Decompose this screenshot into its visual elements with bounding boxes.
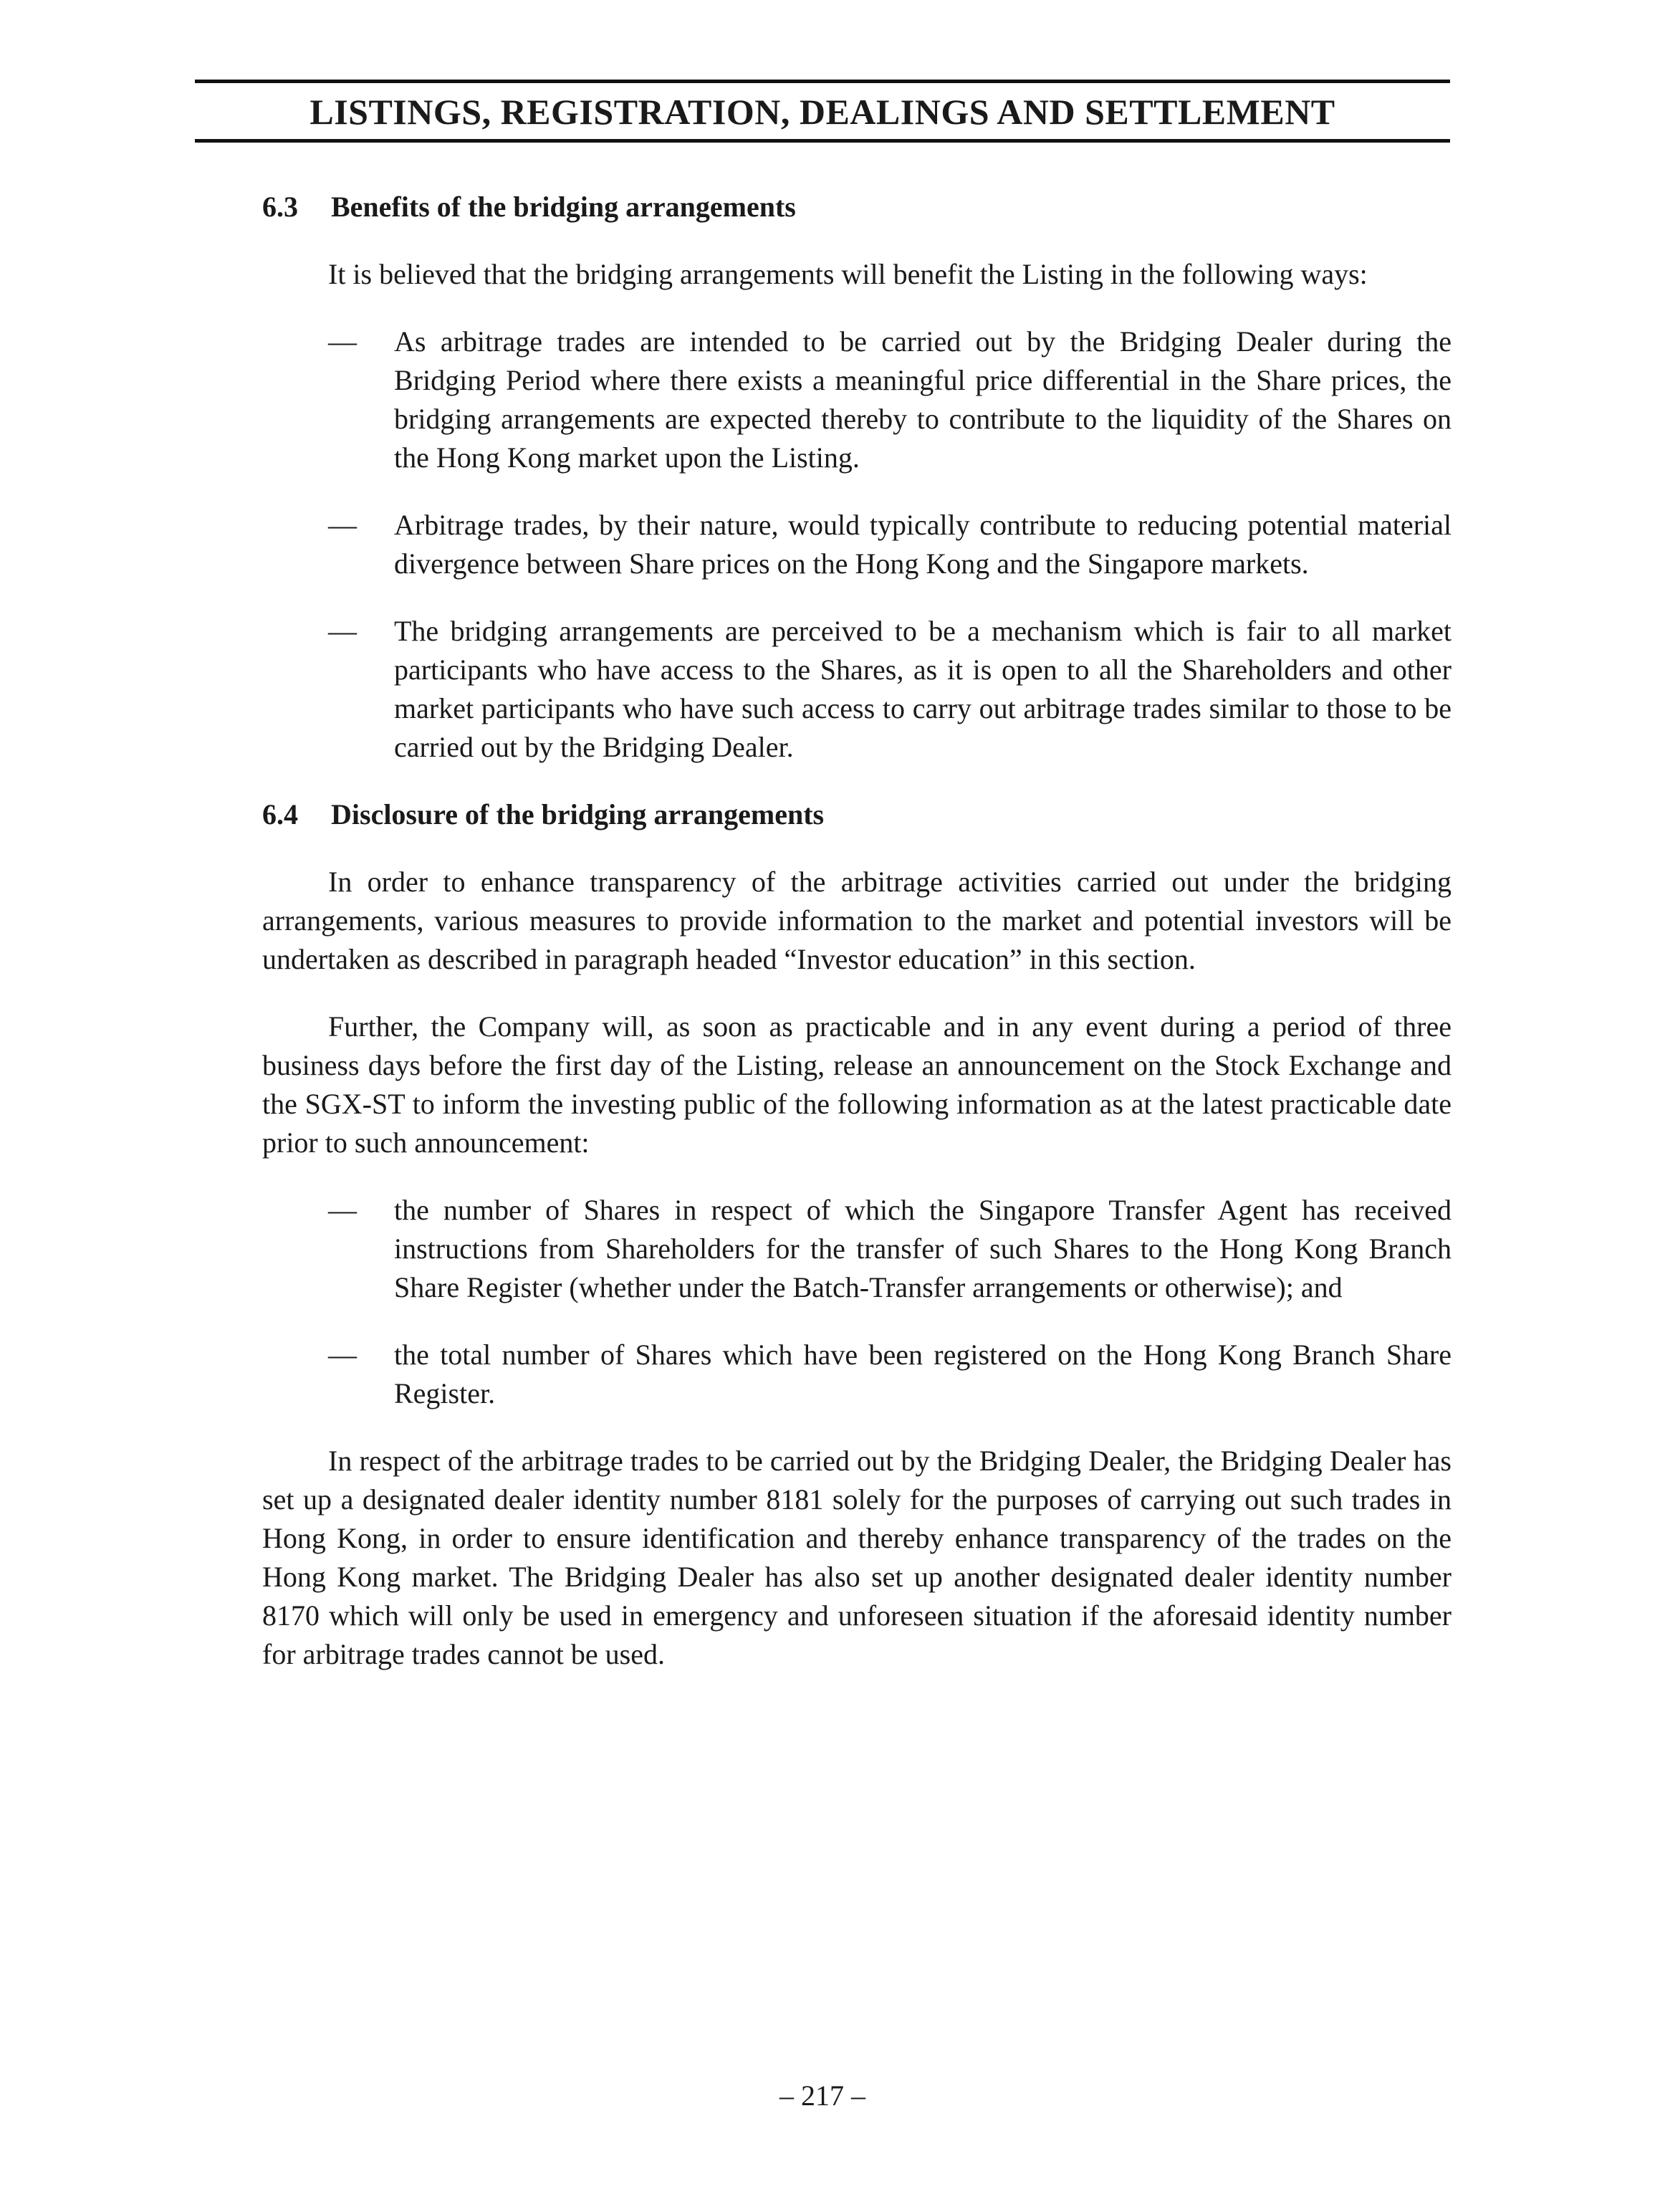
page-number: – 217 –	[779, 2079, 865, 2112]
section-heading-6-4	[262, 795, 1452, 834]
bullet-dash: —	[328, 1339, 357, 1371]
header-top-rule	[195, 80, 1450, 83]
bullet-text: The bridging arrangements are perceived to be a mechanism which is fair to all market participants who have access to the Shares, as it is open to all the Shareholders and other market participants who have such access to carry out arbitrage trades similar to those to be carried out by the Bridging Dealer.	[394, 615, 1452, 763]
bullet-dash: —	[328, 509, 357, 541]
section-title: Disclosure of the bridging arrangements	[331, 798, 825, 830]
bullet-item	[328, 506, 1452, 583]
bullet-text: the number of Shares in respect of which the Singapore Transfer Agent has received instructions from Shareholders for the transfer of such Shares to the Hong Kong Branch Share Register (whether under the Batch-Transfer arrangements or otherwise); and	[394, 1194, 1452, 1303]
paragraph-6-4-1: In order to enhance transparency of the arbitrage activities carried out under the bridging arrangements, various measures to provide information to the market and potential investors will be undertaken as described in paragraph headed “Investor education” in this section.	[262, 866, 1452, 975]
bullet-item	[328, 322, 1452, 477]
bullet-dash: —	[328, 1194, 357, 1226]
bullet-text: Arbitrage trades, by their nature, would typically contribute to reducing potential material divergence between Share prices on the Hong Kong and the Singapore markets.	[394, 509, 1452, 580]
bullet-text: As arbitrage trades are intended to be carried out by the Bridging Dealer during the Bridging Period where there exists a meaningful price differential in the Share prices, the bridging arrangements are expected thereby to contribute to the liquidity of the Shares on the Hong Kong market upon the Listing.	[394, 325, 1452, 474]
paragraph-6-3-intro: It is believed that the bridging arrangements will benefit the Listing in the following ways:	[328, 258, 1368, 290]
bullet-text: the total number of Shares which have been registered on the Hong Kong Branch Share Register.	[394, 1339, 1452, 1409]
section-number: 6.4	[262, 798, 298, 830]
bullet-item	[328, 1336, 1452, 1413]
bullet-item	[328, 612, 1452, 767]
bullet-dash: —	[328, 615, 357, 647]
section-heading-6-3	[262, 188, 1452, 226]
section-title: Benefits of the bridging arrangements	[331, 191, 796, 223]
page-header-title: LISTINGS, REGISTRATION, DEALINGS AND SETTLEMENT	[310, 92, 1335, 132]
paragraph-6-4-3: In respect of the arbitrage trades to be carried out by the Bridging Dealer, the Bridging Dealer has set up a designated dealer identity number 8181 solely for the purposes of carrying out such trades in Hong Kong, in order to ensure identification and thereby enhance transparency of the trades on the Hong Kong market. The Bridging Dealer has also set up another designated dealer identity number 8170 which will only be used in emergency and unforeseen situation if the aforesaid identity number for arbitrage trades cannot be used.	[262, 1445, 1452, 1670]
paragraph-6-4-2: Further, the Company will, as soon as practicable and in any event during a period of three business days before the first day of the Listing, release an announcement on the Stock Exchange and the SGX-ST to inform the investing public of the following information as at the latest practicable date prior to such announcement:	[262, 1010, 1452, 1159]
bullet-dash: —	[328, 325, 357, 358]
header-bottom-rule	[195, 139, 1450, 143]
main-content	[262, 188, 1452, 1703]
bullet-item	[328, 1191, 1452, 1307]
section-number: 6.3	[262, 191, 298, 223]
